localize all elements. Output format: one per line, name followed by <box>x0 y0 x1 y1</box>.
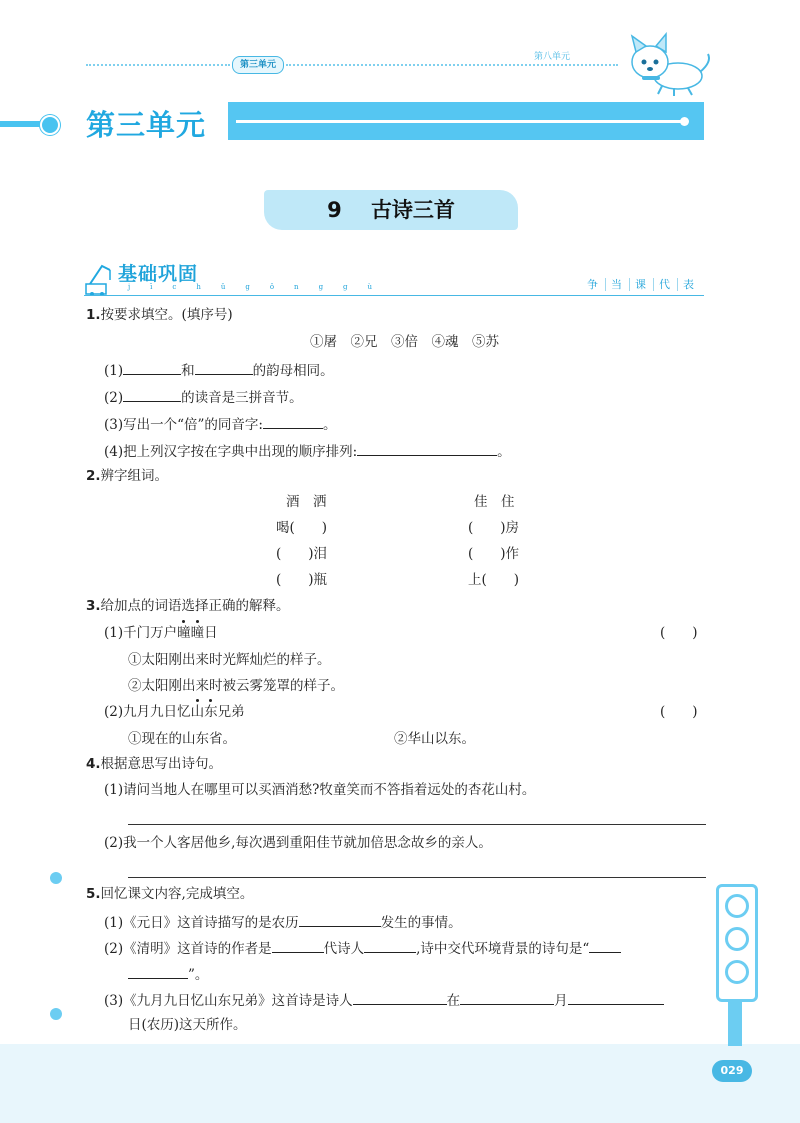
q2-right-row[interactable]: ( )作 <box>468 546 520 562</box>
q5-sub2: (2)《清明》这首诗的作者是 代诗人 ,诗中交代环境背景的诗句是“ <box>104 938 621 958</box>
traffic-light-icon <box>716 884 758 1002</box>
q3-sub1: (1)千门万户曈曈日 <box>104 625 218 641</box>
margin-dot <box>50 1008 62 1020</box>
lesson-number: 9 <box>327 198 342 222</box>
q2-right-head: 佳 住 <box>474 494 515 510</box>
q3-sub1-answer-paren[interactable]: ( ) <box>660 625 698 641</box>
q1-sub3-blank[interactable] <box>263 414 323 429</box>
q1-sub4-blank[interactable] <box>357 441 497 456</box>
q3-sub1-option1: ①太阳刚出来时光辉灿烂的样子。 <box>128 652 331 668</box>
q1-title: 1.按要求填空。(填序号) <box>86 307 233 323</box>
q5-sub1-blank[interactable] <box>299 912 381 927</box>
unit-title-bar-line <box>236 120 684 123</box>
section-underline <box>84 295 704 296</box>
q5-title: 5.回忆课文内容,完成填空。 <box>86 886 254 902</box>
section-pinyin: jīchǔgǒnggù <box>128 283 393 291</box>
unit-title-bar-dot <box>680 117 689 126</box>
q1-sub1-blank1[interactable] <box>123 360 181 375</box>
q5-sub2-blank1[interactable] <box>272 938 324 953</box>
q2-right-row[interactable]: 上( ) <box>468 572 520 588</box>
header-dotted-line-left <box>86 64 230 66</box>
unit-side-line <box>0 121 44 127</box>
q2-left-row[interactable]: 喝( ) <box>276 520 328 536</box>
q1-sub3: (3)写出一个“倍”的同音字: 。 <box>104 414 336 434</box>
q3-sub2-option2: ②华山以东。 <box>394 731 475 747</box>
lesson-name: 古诗三首 <box>370 198 455 222</box>
q5-sub1: (1)《元日》这首诗描写的是农历 发生的事情。 <box>104 912 462 932</box>
q1-sub4: (4)把上列汉字按在字典中出现的顺序排列: 。 <box>104 441 511 461</box>
header-right-label: 第八单元 <box>534 52 571 62</box>
header-dotted-line-right <box>286 64 618 66</box>
section-right-tags: 争 当 课 代 表 <box>582 276 701 292</box>
header-unit-pill: 第三单元 <box>232 56 284 74</box>
unit-side-dot <box>40 115 60 135</box>
q3-sub2: (2)九月九日忆山东兄弟 <box>104 704 245 720</box>
dog-mascot-icon <box>622 32 714 98</box>
traffic-light-pole <box>728 996 742 1046</box>
q5-sub3-cont: 日(农历)这天所作。 <box>128 1017 247 1033</box>
q1-sub2: (2) 的读音是三拼音节。 <box>104 387 303 407</box>
lesson-title <box>264 194 518 224</box>
q1-sub2-blank[interactable] <box>123 387 181 402</box>
q4-sub1: (1)请问当地人在哪里可以买酒消愁?牧童笑而不答指着远处的杏花山村。 <box>104 782 536 798</box>
q4-title: 4.根据意思写出诗句。 <box>86 756 223 772</box>
q2-left-head: 酒 洒 <box>286 494 327 510</box>
q4-sub1-answer-line[interactable] <box>128 824 706 825</box>
q5-sub3-blank1[interactable] <box>353 990 447 1005</box>
q2-left-row[interactable]: ( )泪 <box>276 546 328 562</box>
q3-sub2-option1: ①现在的山东省。 <box>128 731 236 747</box>
q1-sub1: (1) 和 的韵母相同。 <box>104 360 334 380</box>
q5-sub3-blank3[interactable] <box>568 990 664 1005</box>
bottom-band <box>0 1044 800 1123</box>
q3-dotted-char: 曈 <box>177 625 191 641</box>
crane-icon <box>84 262 114 296</box>
q5-sub2-blank2[interactable] <box>364 938 416 953</box>
q2-title: 2.辨字组词。 <box>86 468 169 484</box>
q2-right-row[interactable]: ( )房 <box>468 520 520 536</box>
q4-sub2: (2)我一个人客居他乡,每次遇到重阳佳节就加倍思念故乡的亲人。 <box>104 835 492 851</box>
q3-dotted-char: 山 <box>190 704 205 720</box>
q2-left-row[interactable]: ( )瓶 <box>276 572 328 588</box>
q3-dotted-char: 曈 <box>190 625 205 641</box>
unit-title: 第三单元 <box>86 108 207 142</box>
q3-sub1-option2: ②太阳刚出来时被云雾笼罩的样子。 <box>128 678 344 694</box>
q5-sub2-blank3-cont[interactable] <box>128 964 188 979</box>
q1-options: ①屠 ②兄 ③倍 ④魂 ⑤苏 <box>310 334 499 350</box>
q3-dotted-char: 东 <box>204 704 218 720</box>
q5-sub2-blank3[interactable] <box>589 938 621 953</box>
q5-sub3: (3)《九月九日忆山东兄弟》这首诗是诗人 在 月 <box>104 990 664 1010</box>
q3-sub2-answer-paren[interactable]: ( ) <box>660 704 698 720</box>
q3-title: 3.给加点的词语选择正确的解释。 <box>86 598 290 614</box>
q5-sub3-blank2[interactable] <box>460 990 554 1005</box>
margin-dot <box>50 872 62 884</box>
q5-sub2-cont: ”。 <box>128 964 208 984</box>
q4-sub2-answer-line[interactable] <box>128 877 706 878</box>
q1-sub1-blank2[interactable] <box>195 360 253 375</box>
page-number: 029 <box>712 1060 752 1082</box>
section-title: 基础巩固 <box>118 263 199 285</box>
